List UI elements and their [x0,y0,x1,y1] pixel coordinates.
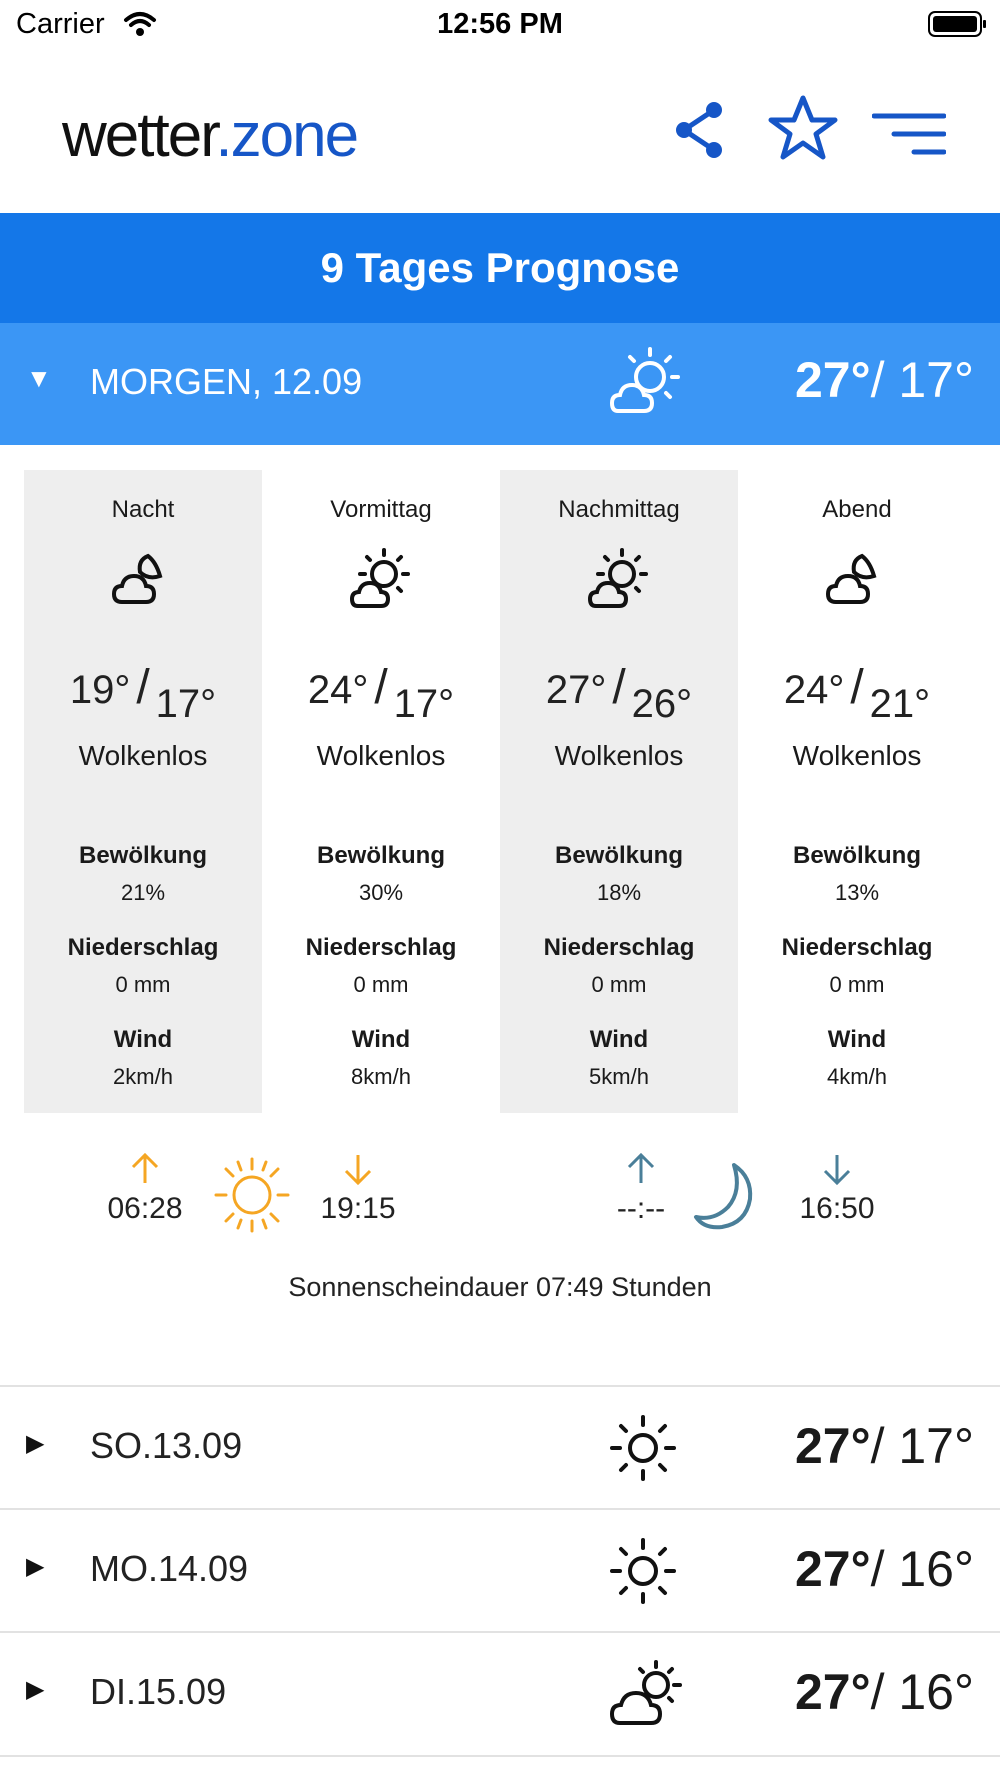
period-temps: 24° / 21° [783,661,931,726]
sunset-time: 19:15 [320,1192,396,1225]
app-header [0,60,1000,212]
page-title: 9 Tages Prognose [0,213,1000,323]
period-name: Vormittag [330,496,432,523]
arrow-down-icon [341,1151,375,1187]
period-temps: 24° / 17° [307,661,455,726]
period-evening [738,470,976,1113]
cloud-label: Bewölkung [554,842,683,869]
cloud-label: Bewölkung [316,842,445,869]
period-name: Nachmittag [558,496,680,523]
share-icon[interactable] [672,100,728,160]
cloud-label: Bewölkung [78,842,207,869]
cloud-value: 30% [358,880,404,905]
day-label: MO.14.09 [90,1548,249,1589]
day-temps: 27°/ 17° [794,352,974,408]
clock: 12:56 PM [437,8,563,40]
partly-cloudy-icon [608,1659,688,1729]
moonset [792,1151,882,1226]
period-night [24,470,262,1113]
period-condition: Wolkenlos [316,740,446,771]
status-bar [0,0,1000,52]
period-temps: 27° / 26° [545,661,693,726]
day-row-expanded[interactable] [0,323,1000,445]
period-morning [262,470,500,1113]
day-row[interactable] [0,1631,1000,1757]
expand-triangle-icon[interactable]: ▶ [26,1676,45,1703]
wind-label: Wind [113,1026,173,1053]
logo-accent: .zone [215,101,358,170]
expand-triangle-icon[interactable]: ▶ [26,1553,45,1580]
day-temps: 27°/ 16° [794,1541,974,1597]
night-cloud-icon [822,546,892,610]
partly-sunny-icon [584,546,654,614]
period-condition: Wolkenlos [792,740,922,771]
rain-value: 0 mm [115,972,171,997]
day-temps: 27°/ 16° [794,1664,974,1720]
day-label: DI.15.09 [90,1671,227,1712]
sun-icon [608,1413,678,1483]
sun-icon [608,1536,678,1606]
star-icon[interactable] [768,94,838,162]
logo-main: wetter [62,101,216,170]
rain-label: Niederschlag [67,934,219,961]
sunrise [100,1151,190,1226]
day-row[interactable] [0,1385,1000,1509]
carrier-label: Carrier [16,8,105,40]
logo[interactable] [62,100,357,171]
sunset [313,1151,403,1226]
expand-triangle-icon[interactable]: ▶ [26,1430,45,1457]
sunshine-duration: Sonnenscheindauer 07:49 Stunden [288,1272,712,1302]
day-label: MORGEN, 12.09 [90,361,363,402]
rain-value: 0 mm [353,972,409,997]
rain-value: 0 mm [829,972,885,997]
period-name: Abend [822,496,892,523]
period-temps: 19° / 17° [69,661,217,726]
period-afternoon [500,470,738,1113]
cloud-label: Bewölkung [792,842,921,869]
period-condition: Wolkenlos [554,740,684,771]
day-label: SO.13.09 [90,1425,243,1466]
wind-value: 2km/h [113,1064,173,1089]
wind-label: Wind [827,1026,887,1053]
partly-sunny-icon [608,345,688,421]
sunrise-time: 06:28 [107,1192,183,1225]
rain-label: Niederschlag [543,934,695,961]
arrow-down-icon [820,1151,854,1187]
night-cloud-icon [108,546,178,610]
arrow-up-icon [128,1151,162,1187]
rain-label: Niederschlag [781,934,933,961]
wind-label: Wind [351,1026,411,1053]
day-temps: 27°/ 17° [794,1418,974,1474]
period-name: Nacht [111,496,175,523]
rain-value: 0 mm [591,972,647,997]
wind-label: Wind [589,1026,649,1053]
day-row[interactable] [0,1508,1000,1632]
sun-icon [214,1157,290,1233]
moonrise [596,1151,686,1226]
wind-value: 8km/h [351,1064,411,1089]
battery-icon [928,10,988,38]
moonrise-time: --:-- [616,1192,666,1225]
partly-sunny-icon [346,546,416,614]
arrow-up-icon [624,1151,658,1187]
day-periods [24,470,976,1113]
cloud-value: 18% [596,880,642,905]
period-condition: Wolkenlos [78,740,208,771]
rain-label: Niederschlag [305,934,457,961]
cloud-value: 21% [120,880,166,905]
moon-icon [692,1161,762,1233]
wind-value: 4km/h [827,1064,887,1089]
collapse-triangle-icon[interactable]: ▼ [26,363,52,393]
moonset-time: 16:50 [799,1192,875,1225]
wind-value: 5km/h [589,1064,649,1089]
menu-icon[interactable] [872,112,946,158]
cloud-value: 13% [834,880,880,905]
